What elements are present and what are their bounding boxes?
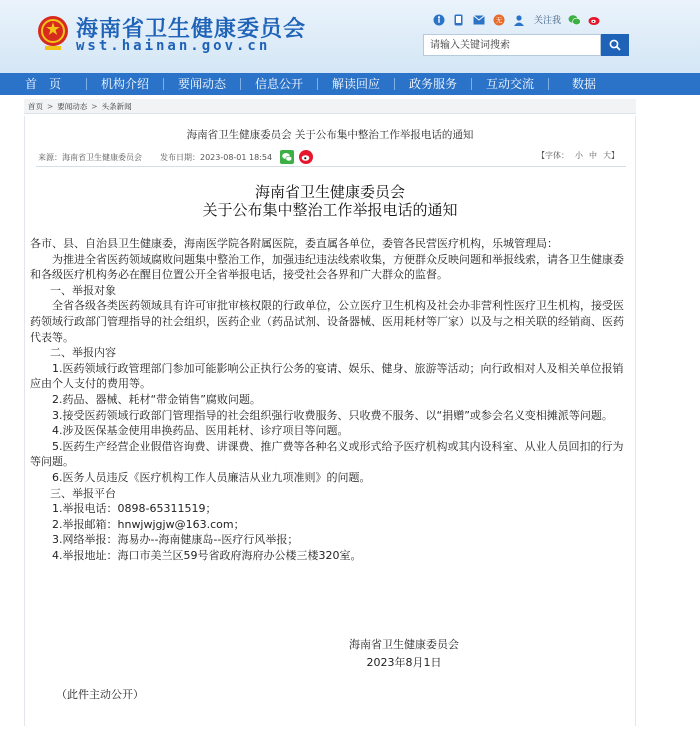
nav-item-disclosure[interactable]: 信息公开: [254, 77, 303, 91]
font-size-switcher: [537, 150, 619, 161]
report-content-item: 5.医药生产经营企业假借咨询费、讲课费、推广费等各种名义或形式给予医疗机构或其内设科室、从业人员回扣的行为等问题。: [30, 439, 624, 469]
weibo-share-icon[interactable]: [299, 150, 313, 164]
breadcrumb: [24, 99, 636, 114]
signature-org: 海南省卫生健康委员会: [349, 638, 459, 651]
section-heading: 一、举报对象: [50, 283, 116, 297]
breadcrumb-separator: >: [91, 101, 98, 111]
document-title-line2: 关于公布集中整治工作举报电话的通知: [202, 201, 458, 219]
article-date: 发布日期：2023-08-01 18:54: [160, 152, 273, 162]
section-paragraph: 全省各级各类医药领域具有许可审批审核权限的行政单位，公立医疗卫生机构及社会办非营利性医疗卫生机构，接受医药领域行政部门管理指导的社会组织，医药企业（药品试剂、设备器械、医用耗材等厂家）以及与之相关联的经销商、医药代表等。: [30, 299, 624, 344]
breadcrumb-home[interactable]: 首页: [28, 101, 43, 111]
national-emblem-icon: [36, 13, 70, 53]
nav-item-home[interactable]: 首 页: [24, 77, 61, 91]
report-channel-online: 3.网络举报：海易办--海南健康岛--医疗行风举报；: [52, 533, 299, 547]
section-heading: 二、举报内容: [50, 346, 116, 360]
report-content-item: 3.接受医药领域行政部门管理指导的社会组织强行收费服务、只收费不服务、以“捐赠”或参会名义变相摊派等问题。: [52, 408, 613, 422]
search-icon: [609, 39, 621, 51]
report-content-item: 4.涉及医保基金使用串换药品、医用耗材、诊疗项目等问题。: [52, 424, 349, 438]
salutation: 各市、县、自治县卫生健康委，海南医学院各附属医院，委直属各单位，委管各民营医疗机构，乐城管理局：: [30, 237, 558, 250]
site-header: [0, 0, 700, 73]
nav-item-interpretation[interactable]: 解读回应: [331, 77, 380, 91]
signature-block: [339, 636, 469, 672]
svg-text:无: 无: [495, 16, 502, 25]
report-channel-phone: 1.举报电话：0898-65311519；: [52, 502, 217, 516]
accessibility-icon[interactable]: [432, 13, 445, 26]
document-title-line1: 海南省卫生健康委员会: [254, 183, 405, 201]
site-title[interactable]: 海南省卫生健康委员会: [76, 17, 307, 42]
font-size-large[interactable]: 大】: [603, 151, 619, 160]
report-content-item: 2.药品、器械、耗材“带金销售”腐败问题。: [52, 392, 261, 406]
user-icon[interactable]: [512, 13, 525, 26]
follow-label: 关注我: [534, 16, 562, 26]
main-nav: [0, 73, 700, 95]
nav-item-interaction[interactable]: 互动交流: [485, 77, 534, 91]
report-content-item: 1.医药领域行政管理部门参加可能影响公正执行公务的宴请、娱乐、健身、旅游等活动；向行政相对人及相关单位报销应由个人支付的费用等。: [30, 361, 624, 391]
article-title: 海南省卫生健康委员会 关于公布集中整治工作举报电话的通知: [186, 129, 474, 141]
mobile-icon[interactable]: [452, 13, 465, 26]
report-content-item: 6.医务人员违反《医疗机构工作人员廉洁从业九项准则》的问题。: [52, 470, 371, 484]
font-size-medium[interactable]: 中: [589, 151, 597, 160]
weibo-icon[interactable]: [588, 13, 601, 26]
section-heading: 三、举报平台: [50, 486, 116, 500]
site-domain: wst.hainan.gov.cn: [76, 38, 271, 54]
breadcrumb-separator: >: [47, 101, 54, 111]
document-body: [30, 236, 630, 563]
report-channel-address: 4.举报地址：海口市美兰区59号省政府海府办公楼三楼320室。: [52, 548, 362, 562]
publish-note: （此件主动公开）: [56, 688, 144, 701]
meta-divider: [36, 166, 626, 167]
nav-item-services[interactable]: 政务服务: [408, 77, 457, 91]
nav-item-about[interactable]: 机构介绍: [100, 77, 149, 91]
article-source: 来源：海南省卫生健康委员会: [38, 152, 142, 162]
breadcrumb-news[interactable]: 要闻动态: [57, 101, 88, 111]
nav-item-data[interactable]: 数据: [571, 77, 596, 91]
breadcrumb-headlines[interactable]: 头条新闻: [101, 101, 132, 111]
accessibility-mode-icon[interactable]: [492, 13, 505, 26]
wechat-share-icon[interactable]: [280, 150, 294, 164]
mail-icon[interactable]: [472, 13, 485, 26]
font-size-small[interactable]: 小: [575, 151, 583, 160]
top-toolbar: [432, 13, 601, 26]
share-buttons: [280, 150, 313, 164]
search-button[interactable]: [601, 34, 629, 56]
document-title: [24, 183, 636, 219]
font-size-label: 【字体：: [537, 151, 569, 160]
search-input[interactable]: [423, 34, 601, 56]
article-meta: [38, 150, 313, 164]
nav-item-news[interactable]: 要闻动态: [177, 77, 226, 91]
report-channel-email: 2.举报邮箱：hnwjwjgjw@163.com；: [52, 517, 245, 531]
intro-paragraph: 为推进全省医药领域腐败问题集中整治工作，加强违纪违法线索收集，方便群众反映问题和举报线索，请各卫生健康委和各级医疗机构务必在醒目位置公开全省举报电话，接受社会各界和广大群众的监督。: [30, 252, 624, 282]
signature-date: 2023年8月1日: [366, 656, 442, 669]
wechat-icon[interactable]: [568, 13, 581, 26]
